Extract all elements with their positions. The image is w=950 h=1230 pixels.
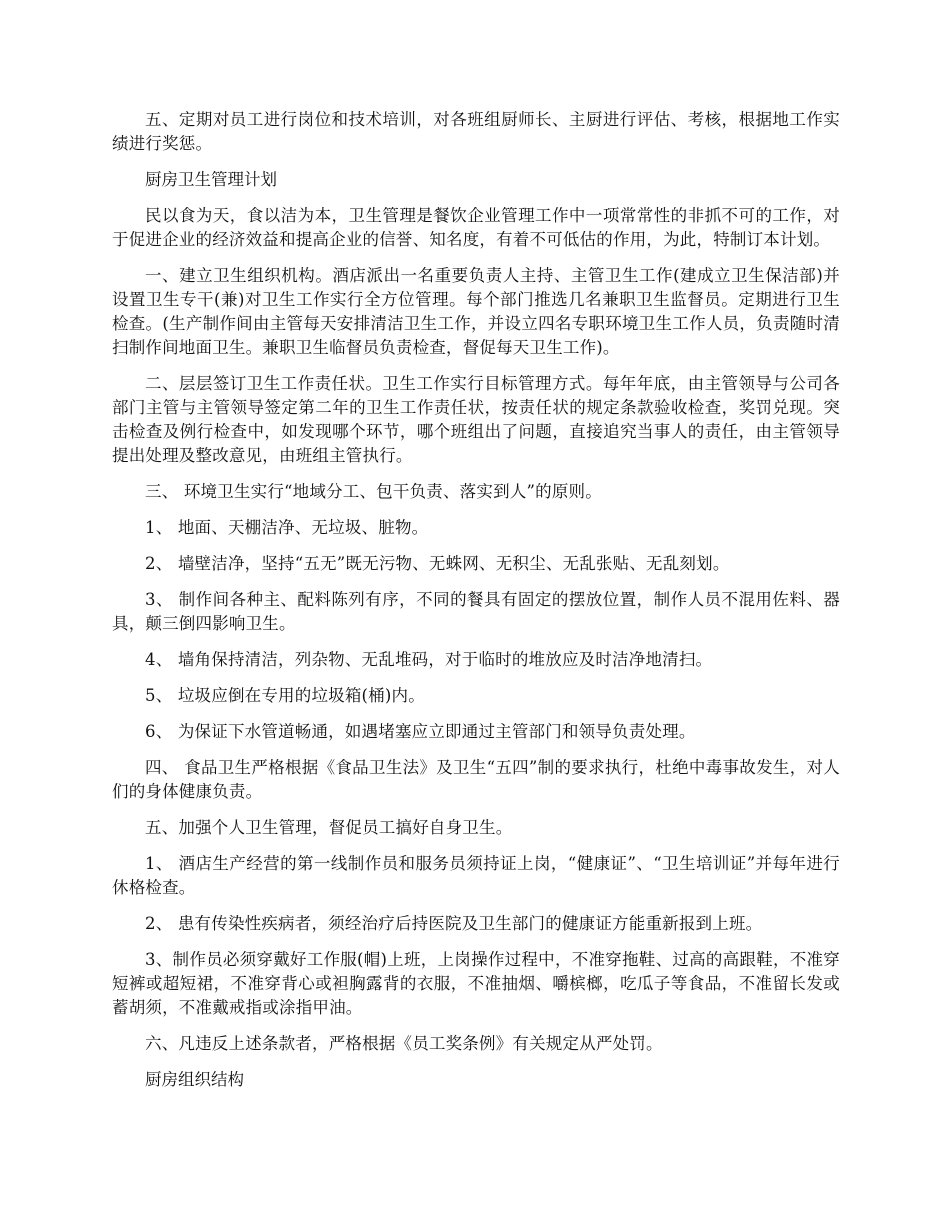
list-item-garbage: 5、 垃圾应倒在专用的垃圾箱(桶)内。: [145, 686, 425, 705]
list-item-floor: 1、 地面、天棚洁净、无垃圾、脏物。: [145, 518, 429, 537]
paragraph-food-hygiene: 四、 食品卫生严格根据《食品卫生法》及卫生“五四”制的要求执行，杜绝中毒事故发生，对人们的身体健康负责。: [112, 758, 840, 801]
list-item-corners: 4、 墙角保持清洁，列杂物、无乱堆码，对于临时的堆放应及时洁净地清扫。: [145, 650, 713, 669]
list-item-walls: 2、 墙壁洁净，坚持“五无”既无污物、无蛛网、无积尘、无乱张贴、无乱刻划。: [145, 554, 730, 573]
paragraph-organization: 一、建立卫生组织机构。酒店派出一名重要负责人主持、主管卫生工作(建成立卫生保洁部)并设置卫生专干(兼)对卫生工作实行全方位管理。每个部门推选几名兼职卫生监督员。定期进行卫生检查。(生产制作间由主管每天安排清洁卫生工作，并设立四名专职环境卫生工作人员，负责随时清扫制作间地面卫生。兼职卫生临督员负责检查，督促每天卫生工作)。: [112, 266, 840, 357]
list-item-ingredients: 3、 制作间各种主、配料陈列有序，不同的餐具有固定的摆放位置，制作人员不混用佐料、器具，颠三倒四影响卫生。: [112, 590, 840, 633]
list-item-drains: 6、 为保证下水管道畅通，如遇堵塞应立即通过主管部门和领导负责处理。: [145, 722, 696, 741]
list-item-disease: 2、 患有传染性疾病者，须经治疗后持医院及卫生部门的健康证方能重新报到上班。: [145, 914, 763, 933]
document-body: [112, 108, 840, 1104]
paragraph-personal-hygiene: 五、加强个人卫生管理，督促员工搞好自身卫生。: [145, 818, 513, 837]
list-item-uniform: 3、制作员必须穿戴好工作服(帽)上班，上岗操作过程中，不准穿拖鞋、过高的高跟鞋，不准穿短裤或超短裙，不准穿背心或袒胸露背的衣服，不准抽烟、嚼槟榔，吃瓜子等食品，不准留长发或蓄胡须，不准戴戒指或涂指甲油。: [112, 950, 840, 1017]
section-heading-hygiene-plan: 厨房卫生管理计划: [145, 170, 277, 189]
paragraph-intro: 民以食为天，食以洁为本，卫生管理是餐饮企业管理工作中一项常常性的非抓不可的工作，对于促进企业的经济效益和提高企业的信誉、知名度，有着不可低估的作用，为此，特制订本计划。: [112, 206, 840, 249]
paragraph-training: 五、定期对员工进行岗位和技术培训，对各班组厨师长、主厨进行评估、考核，根据地工作实绩进行奖惩。: [112, 110, 840, 153]
list-item-certificates: 1、 酒店生产经营的第一线制作员和服务员须持证上岗，“健康证”、“卫生培训证”并每年进行休格检查。: [112, 854, 840, 897]
paragraph-penalty: 六、凡违反上述条款者，严格根据《员工奖条例》有关规定从严处罚。: [145, 1034, 663, 1053]
paragraph-responsibility: 二、层层签订卫生工作责任状。卫生工作实行目标管理方式。每年年底，由主管领导与公司各部门主管与主管领导签定第二年的卫生工作责任状，按责任状的规定条款验收检查，奖罚兑现。突击检查及例行检查中，如发现哪个环节，哪个班组出了问题，直接追究当事人的责任，由主管领导提出处理及整改意见，由班组主管执行。: [112, 374, 840, 465]
paragraph-environment: 三、 环境卫生实行“地域分工、包干负责、落实到人”的原则。: [145, 482, 602, 501]
section-heading-kitchen-structure: 厨房组织结构: [145, 1070, 244, 1089]
